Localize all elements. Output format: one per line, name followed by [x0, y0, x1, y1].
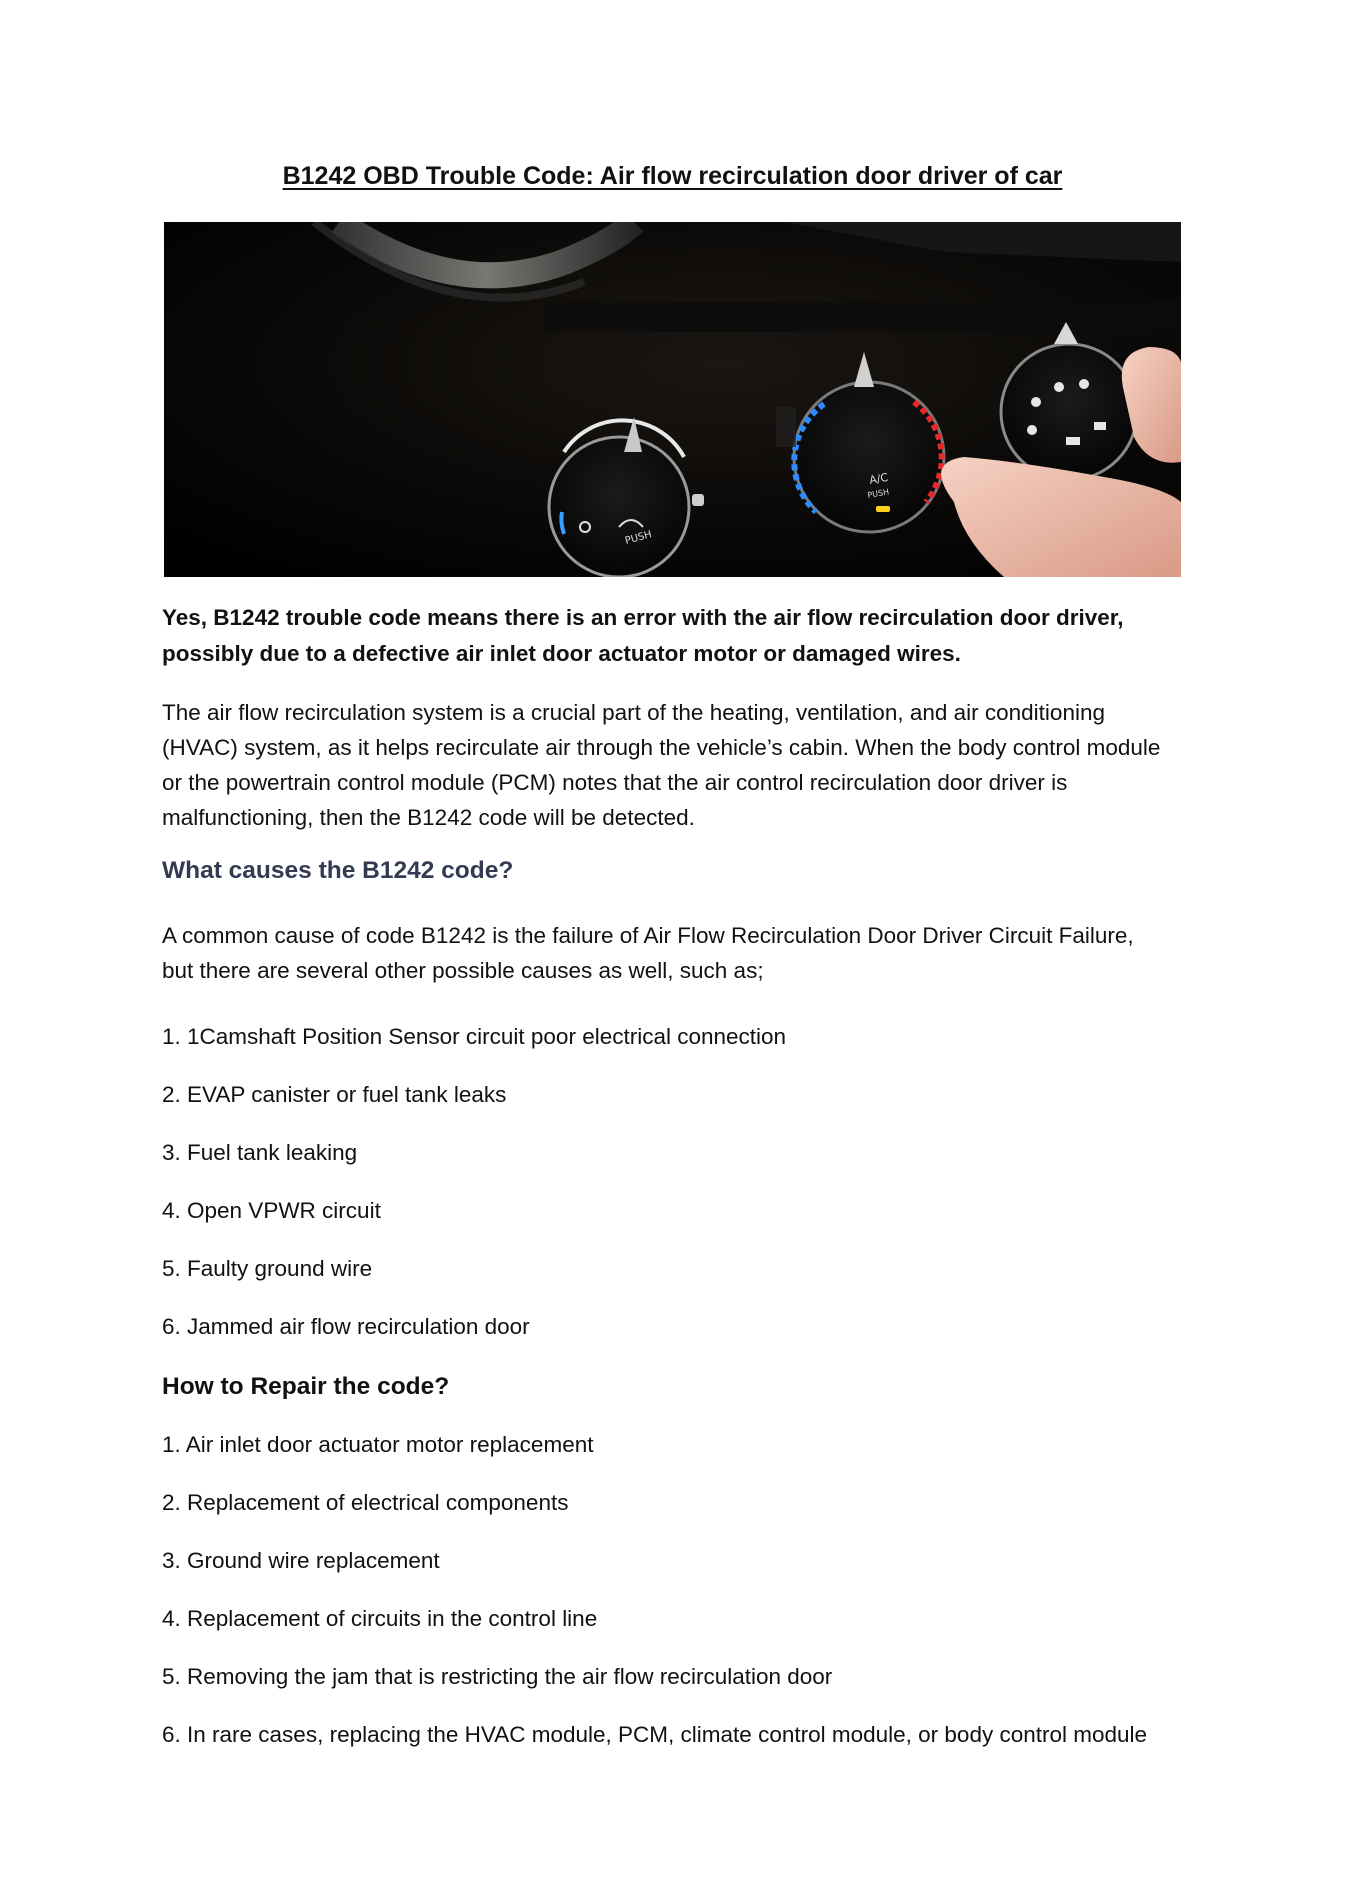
causes-intro-line-2: but there are several other possible causes as well, such as;: [162, 958, 764, 983]
paragraph-line-1: The air flow recirculation system is a crucial part of the heating, ventilation, and air conditioning: [162, 700, 1105, 725]
ac-label: A/C: [868, 470, 890, 487]
paragraph-line-4: malfunctioning, then the B1242 code will be detected.: [162, 805, 695, 830]
paragraph-line-3: or the powertrain control module (PCM) notes that the air control recirculation door driver is: [162, 770, 1068, 795]
repair-item: 3. Ground wire replacement: [162, 1548, 440, 1573]
page-title: B1242 OBD Trouble Code: Air flow recirculation door driver of car: [282, 162, 1063, 190]
repair-item: 2. Replacement of electrical components: [162, 1490, 569, 1515]
ac-push-label: PUSH: [866, 487, 890, 500]
repair-item: 6. In rare cases, replacing the HVAC module, PCM, climate control module, or body control module: [162, 1722, 1148, 1747]
car-hvac-controls-photo: [164, 222, 1181, 577]
cause-item: 4. Open VPWR circuit: [162, 1198, 381, 1223]
repair-item: 4. Replacement of circuits in the control line: [162, 1606, 598, 1631]
causes-intro-line-1: A common cause of code B1242 is the failure of Air Flow Recirculation Door Driver Circuit Failure,: [162, 923, 1134, 948]
cause-item: 2. EVAP canister or fuel tank leaks: [162, 1082, 507, 1107]
cause-item: 6. Jammed air flow recirculation door: [162, 1314, 530, 1339]
cause-item: 3. Fuel tank leaking: [162, 1140, 358, 1165]
repair-heading: How to Repair the code?: [162, 1373, 450, 1400]
hvac-controls-image: [164, 222, 1181, 577]
intro-bold-line-2: possibly due to a defective air inlet door actuator motor or damaged wires.: [162, 641, 961, 666]
cause-item: 1. 1Camshaft Position Sensor circuit poor electrical connection: [162, 1024, 787, 1049]
repair-item: 5. Removing the jam that is restricting the air flow recirculation door: [162, 1664, 833, 1689]
intro-bold-line-1: Yes, B1242 trouble code means there is an error with the air flow recirculation door driver,: [162, 605, 1124, 630]
paragraph-line-2: (HVAC) system, as it helps recirculate air through the vehicle’s cabin. When the body control module: [162, 735, 1161, 760]
causes-heading: What causes the B1242 code?: [162, 857, 514, 884]
cause-item: 5. Faulty ground wire: [162, 1256, 373, 1281]
repair-item: 1. Air inlet door actuator motor replacement: [162, 1432, 594, 1457]
push-label: PUSH: [623, 529, 654, 547]
